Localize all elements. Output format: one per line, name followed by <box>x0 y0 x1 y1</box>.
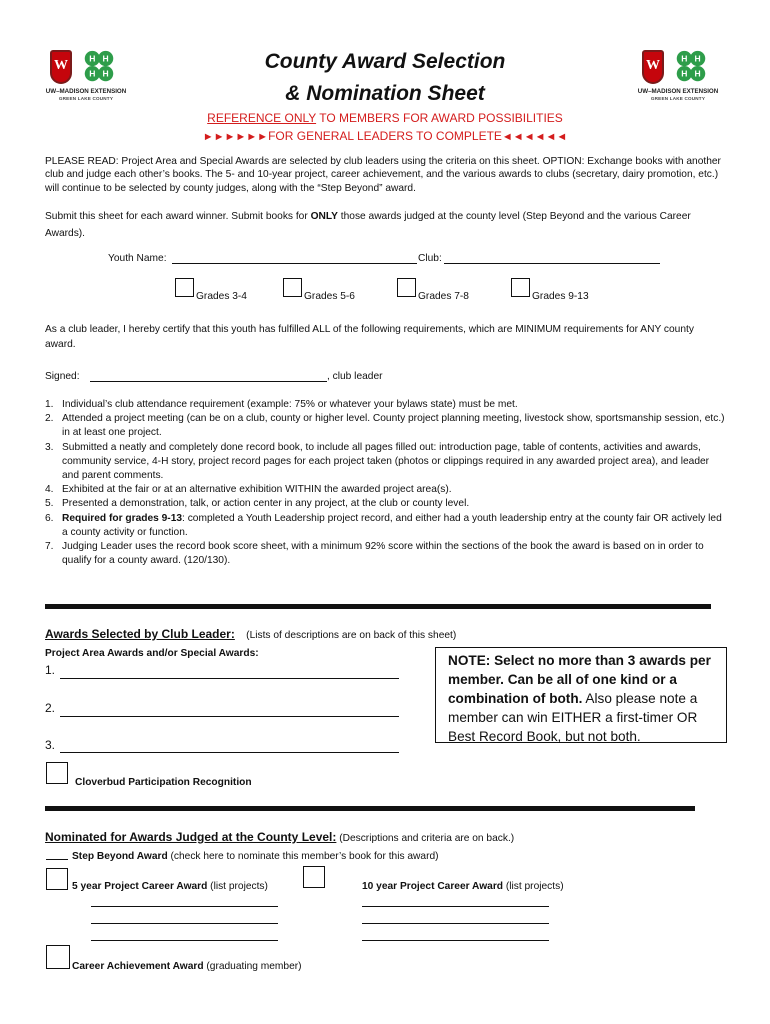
svg-text:H: H <box>694 68 701 79</box>
uw-extension-logo-right <box>632 44 724 110</box>
svg-text:H: H <box>102 53 109 64</box>
list-item: 2. Attended a project meeting (can be on a club, county or higher level. County project planning meeting, livestock show, sportsmanship session, etc.) in at least one project. <box>45 413 725 439</box>
svg-text:H: H <box>102 68 109 79</box>
leaders-complete-line: ►►►►►►FOR GENERAL LEADERS TO COMPLETE◄◄◄◄◄◄ <box>202 129 568 143</box>
certify-paragraph: As a club leader, I hereby certify that this youth has fulfilled ALL of the following requirements, which are MINIMUM requirements for ANY county award. <box>45 324 694 350</box>
cloverbud-checkbox[interactable] <box>46 762 68 784</box>
grades-7-8-label: Grades 7-8 <box>418 291 469 302</box>
club-awards-heading: Awards Selected by Club Leader: (Lists of descriptions are on back of this sheet) <box>45 627 457 641</box>
svg-text:H: H <box>89 68 96 79</box>
page-title-line1: County Award Selection <box>264 50 506 73</box>
ten-year-project-line[interactable] <box>362 906 549 907</box>
note-box: NOTE: Select no more than 3 awards per member. Can be all of one kind or a combination of both. Also please note a member can win EITHER a first-timer OR Best Record Book, but not both. <box>435 647 727 743</box>
four-h-clover-icon <box>80 48 118 86</box>
section-divider <box>45 604 711 609</box>
signature-field[interactable] <box>90 381 327 382</box>
career-achievement-label: Career Achievement Award (graduating member) <box>72 961 302 972</box>
club-leader-suffix: , club leader <box>327 371 383 382</box>
logo-org-text: UW–MADISON EXTENSION <box>637 88 719 95</box>
signed-label: Signed: <box>45 371 80 382</box>
grades-7-8-checkbox[interactable] <box>397 278 416 297</box>
logo-org-text: UW–MADISON EXTENSION <box>45 88 127 95</box>
uw-extension-logo-left <box>40 44 132 110</box>
club-field[interactable] <box>444 263 660 264</box>
requirements-list <box>45 398 725 568</box>
grades-5-6-checkbox[interactable] <box>283 278 302 297</box>
youth-name-label: Youth Name: <box>108 253 167 264</box>
award-line-2-field[interactable] <box>60 716 399 717</box>
list-item: 1. Individual’s club attendance requirement (example: 75% or whatever your bylaws state) must be met. <box>45 399 518 410</box>
section-divider <box>45 806 695 811</box>
grades-9-13-label: Grades 9-13 <box>532 291 589 302</box>
five-year-label: 5 year Project Career Award (list projects) <box>72 881 268 892</box>
five-year-project-line[interactable] <box>91 906 278 907</box>
svg-text:H: H <box>681 68 688 79</box>
award-line-3-number: 3. <box>45 738 56 752</box>
svg-text:H: H <box>89 53 96 64</box>
ten-year-checkbox[interactable] <box>303 866 325 888</box>
county-awards-heading: Nominated for Awards Judged at the County Level: (Descriptions and criteria are on back.) <box>45 830 515 844</box>
club-label: Club: <box>418 253 442 264</box>
uw-shield-icon: W <box>642 50 664 84</box>
award-line-2-number: 2. <box>45 701 56 715</box>
svg-text:H: H <box>681 53 688 64</box>
four-h-clover-icon <box>672 48 710 86</box>
uw-shield-icon: W <box>50 50 72 84</box>
youth-name-field[interactable] <box>172 263 417 264</box>
page-title-line2: & Nomination Sheet <box>285 82 485 105</box>
grades-9-13-checkbox[interactable] <box>511 278 530 297</box>
logo-county-text: GREEN LAKE COUNTY <box>58 96 114 101</box>
submit-paragraph: Submit this sheet for each award winner. Submit books for ONLY those awards judged at the county level (Step Beyond and the various Career Awards). <box>45 211 691 239</box>
reference-only-line: REFERENCE ONLY TO MEMBERS FOR AWARD POSSIBILITIES <box>207 111 563 125</box>
award-line-1-field[interactable] <box>60 678 399 679</box>
list-item: 3. Submitted a neatly and completely done record book, to include all pages filled out: introduction page, table of contents, activities and awards, community service, 4-H story, project record pages for each project taken (photos or clippings required in any awarded project area), and leader and parent comments. <box>45 441 710 482</box>
five-year-project-line[interactable] <box>91 923 278 924</box>
career-achievement-checkbox[interactable] <box>46 945 70 969</box>
grades-3-4-checkbox[interactable] <box>175 278 194 297</box>
svg-text:H: H <box>694 53 701 64</box>
ten-year-label: 10 year Project Career Award (list projects) <box>362 881 564 892</box>
list-item: 7. Judging Leader uses the record book score sheet, with a minimum 92% score within the sections of the book the award is based on in order to qualify for a county award. (120/130). <box>45 541 704 567</box>
cloverbud-label: Cloverbud Participation Recognition <box>75 777 252 788</box>
step-beyond-label: Step Beyond Award (check here to nominate this member’s book for this award) <box>72 851 439 862</box>
grades-5-6-label: Grades 5-6 <box>304 291 355 302</box>
logo-county-text: GREEN LAKE COUNTY <box>650 96 706 101</box>
award-line-3-field[interactable] <box>60 752 399 753</box>
list-item: 6. Required for grades 9-13: completed a Youth Leadership project record, and either had a youth leadership entry at the county fair OR actively led a county activity or function. <box>45 512 722 538</box>
step-beyond-checkbox[interactable] <box>46 845 68 860</box>
please-read-paragraph: PLEASE READ: Project Area and Special Awards are selected by club leaders using the criteria on this sheet. OPTION: Exchange books with another club and judge each other’s books. The 5- and 10-year project, career achievement, and the various awards to clubs (secretary, dairy promotion, etc.) will continue to be selected by county judges, along with the “Step Beyond” award. <box>45 156 721 194</box>
five-year-checkbox[interactable] <box>46 868 68 890</box>
list-item: 5. Presented a demonstration, talk, or action center in any project, at the club or county level. <box>45 498 470 510</box>
ten-year-project-line[interactable] <box>362 940 549 941</box>
five-year-project-line[interactable] <box>91 940 278 941</box>
project-area-subheading: Project Area Awards and/or Special Awards: <box>45 648 259 659</box>
award-line-1-number: 1. <box>45 663 56 677</box>
ten-year-project-line[interactable] <box>362 923 549 924</box>
grades-3-4-label: Grades 3-4 <box>196 291 247 302</box>
list-item: 4. Exhibited at the fair or at an alternative exhibition WITHIN the awarded project area(s). <box>45 484 452 496</box>
